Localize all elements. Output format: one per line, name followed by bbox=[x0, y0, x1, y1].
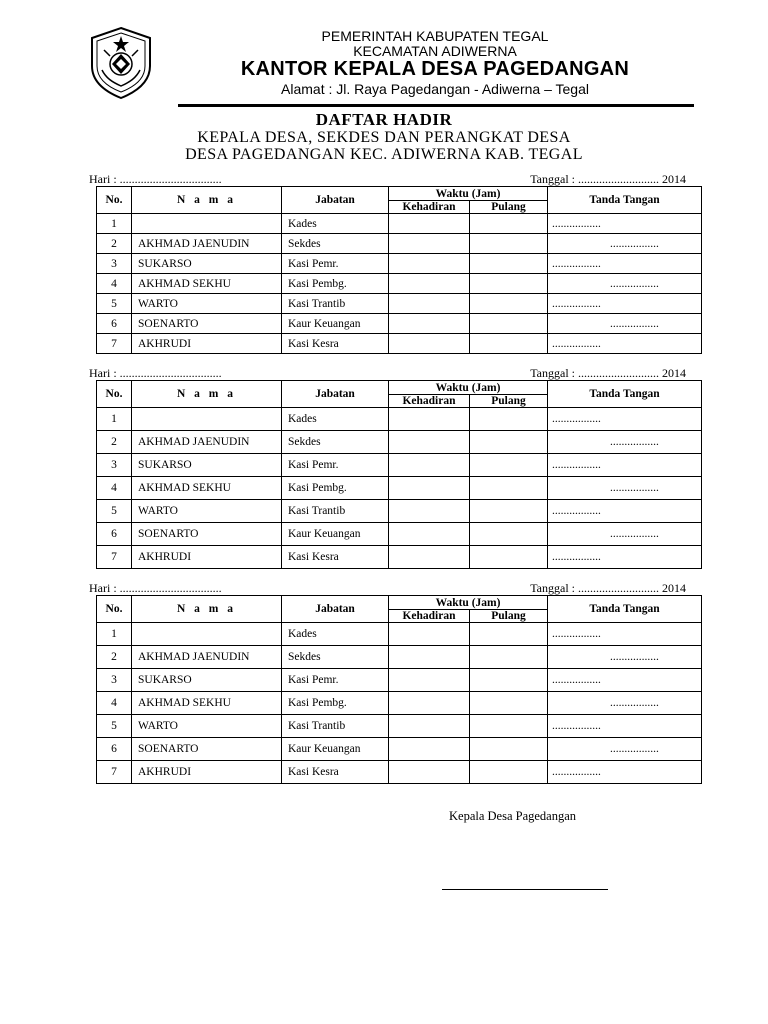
table-row bbox=[97, 431, 702, 454]
tanggal-field: Tanggal : ........................... 2014 bbox=[530, 172, 686, 186]
row-no: 3 bbox=[97, 254, 132, 274]
row-nama bbox=[132, 623, 282, 646]
row-jabatan: Kaur Keuangan bbox=[282, 314, 389, 334]
header-waktu: Waktu (Jam) bbox=[389, 187, 548, 201]
row-signature: ................. bbox=[548, 523, 702, 546]
table-row bbox=[97, 761, 702, 784]
row-nama: AKHMAD JAENUDIN bbox=[132, 431, 282, 454]
row-signature: ................. bbox=[548, 500, 702, 523]
row-jabatan: Kades bbox=[282, 623, 389, 646]
row-signature: ................. bbox=[548, 431, 702, 454]
header-no: No. bbox=[97, 596, 132, 623]
row-jabatan: Kasi Pembg. bbox=[282, 477, 389, 500]
row-pulang bbox=[470, 314, 548, 334]
row-kehadiran bbox=[389, 234, 470, 254]
table-row bbox=[97, 715, 702, 738]
row-jabatan: Kaur Keuangan bbox=[282, 738, 389, 761]
table-row bbox=[97, 314, 702, 334]
table-row bbox=[97, 454, 702, 477]
row-pulang bbox=[470, 477, 548, 500]
table-row bbox=[97, 408, 702, 431]
row-no: 6 bbox=[97, 738, 132, 761]
row-jabatan: Kasi Kesra bbox=[282, 334, 389, 354]
row-no: 6 bbox=[97, 523, 132, 546]
row-pulang bbox=[470, 623, 548, 646]
row-nama: AKHRUDI bbox=[132, 334, 282, 354]
row-kehadiran bbox=[389, 431, 470, 454]
row-kehadiran bbox=[389, 692, 470, 715]
table-row bbox=[97, 669, 702, 692]
table-row bbox=[97, 477, 702, 500]
row-nama bbox=[132, 214, 282, 234]
row-nama: WARTO bbox=[132, 500, 282, 523]
row-kehadiran bbox=[389, 738, 470, 761]
row-pulang bbox=[470, 254, 548, 274]
row-nama bbox=[132, 408, 282, 431]
attendance-table bbox=[96, 380, 702, 569]
row-jabatan: Kasi Pembg. bbox=[282, 692, 389, 715]
row-kehadiran bbox=[389, 546, 470, 569]
document-subtitle-1: KEPALA DESA, SEKDES DAN PERANGKAT DESA bbox=[197, 129, 571, 146]
row-kehadiran bbox=[389, 646, 470, 669]
header-tanda-tangan: Tanda Tangan bbox=[548, 596, 702, 623]
row-no: 5 bbox=[97, 294, 132, 314]
table-row bbox=[97, 646, 702, 669]
row-no: 7 bbox=[97, 334, 132, 354]
table-row bbox=[97, 294, 702, 314]
row-jabatan: Kasi Kesra bbox=[282, 761, 389, 784]
row-pulang bbox=[470, 646, 548, 669]
row-no: 1 bbox=[97, 408, 132, 431]
meta-row bbox=[89, 366, 701, 381]
meta-row bbox=[89, 172, 701, 187]
row-no: 4 bbox=[97, 692, 132, 715]
row-nama: AKHMAD JAENUDIN bbox=[132, 646, 282, 669]
row-no: 2 bbox=[97, 431, 132, 454]
row-jabatan: Kasi Pemr. bbox=[282, 254, 389, 274]
row-signature: ................. bbox=[548, 314, 702, 334]
row-signature: ................. bbox=[548, 234, 702, 254]
regency-crest-icon bbox=[88, 26, 154, 100]
row-nama: SUKARSO bbox=[132, 669, 282, 692]
row-nama: AKHRUDI bbox=[132, 546, 282, 569]
closing-kepala-desa: Kepala Desa Pagedangan bbox=[449, 809, 577, 823]
row-signature: ................. bbox=[548, 669, 702, 692]
table-row bbox=[97, 274, 702, 294]
attendance-block-1 bbox=[89, 172, 701, 350]
kop-kecamatan: KECAMATAN ADIWERNA bbox=[353, 43, 517, 59]
row-nama: WARTO bbox=[132, 294, 282, 314]
kop-alamat: Alamat : Jl. Raya Pagedangan - Adiwerna – Tegal bbox=[281, 81, 589, 97]
row-pulang bbox=[470, 274, 548, 294]
row-kehadiran bbox=[389, 500, 470, 523]
row-signature: ................. bbox=[548, 214, 702, 234]
kop-kantor: KANTOR KEPALA DESA PAGEDANGAN bbox=[240, 58, 630, 80]
row-pulang bbox=[470, 408, 548, 431]
row-no: 7 bbox=[97, 546, 132, 569]
row-jabatan: Kasi Kesra bbox=[282, 546, 389, 569]
header-kehadiran: Kehadiran bbox=[389, 201, 470, 214]
row-kehadiran bbox=[389, 454, 470, 477]
row-no: 2 bbox=[97, 234, 132, 254]
document-subtitle-2: DESA PAGEDANGAN KEC. ADIWERNA KAB. TEGAL bbox=[185, 146, 583, 163]
row-pulang bbox=[470, 546, 548, 569]
row-signature: ................. bbox=[548, 646, 702, 669]
row-signature: ................. bbox=[548, 623, 702, 646]
row-kehadiran bbox=[389, 408, 470, 431]
row-jabatan: Kades bbox=[282, 408, 389, 431]
row-pulang bbox=[470, 334, 548, 354]
header-nama: N a m a bbox=[132, 381, 282, 408]
row-jabatan: Kades bbox=[282, 214, 389, 234]
row-kehadiran bbox=[389, 254, 470, 274]
row-no: 5 bbox=[97, 500, 132, 523]
row-nama: SUKARSO bbox=[132, 454, 282, 477]
header-pulang: Pulang bbox=[470, 201, 548, 214]
row-nama: SOENARTO bbox=[132, 523, 282, 546]
header-no: No. bbox=[97, 187, 132, 214]
row-no: 3 bbox=[97, 454, 132, 477]
row-kehadiran bbox=[389, 669, 470, 692]
row-nama: AKHMAD JAENUDIN bbox=[132, 234, 282, 254]
attendance-table bbox=[96, 186, 702, 354]
row-signature: ................. bbox=[548, 715, 702, 738]
hari-field: Hari : .................................. bbox=[89, 366, 222, 380]
row-kehadiran bbox=[389, 274, 470, 294]
kop-pemerintah: PEMERINTAH KABUPATEN TEGAL bbox=[321, 28, 549, 44]
row-pulang bbox=[470, 234, 548, 254]
tanggal-field: Tanggal : ........................... 2014 bbox=[530, 366, 686, 380]
row-kehadiran bbox=[389, 477, 470, 500]
row-nama: SOENARTO bbox=[132, 314, 282, 334]
row-no: 4 bbox=[97, 477, 132, 500]
row-signature: ................. bbox=[548, 454, 702, 477]
row-pulang bbox=[470, 761, 548, 784]
row-pulang bbox=[470, 500, 548, 523]
attendance-block-3 bbox=[89, 581, 701, 778]
table-row bbox=[97, 523, 702, 546]
table-row bbox=[97, 623, 702, 646]
row-signature: ................. bbox=[548, 692, 702, 715]
row-nama: AKHMAD SEKHU bbox=[132, 274, 282, 294]
table-row bbox=[97, 546, 702, 569]
row-nama: AKHRUDI bbox=[132, 761, 282, 784]
row-signature: ................. bbox=[548, 738, 702, 761]
header-nama: N a m a bbox=[132, 187, 282, 214]
row-jabatan: Sekdes bbox=[282, 431, 389, 454]
row-no: 3 bbox=[97, 669, 132, 692]
table-row bbox=[97, 214, 702, 234]
table-row bbox=[97, 738, 702, 761]
document-title: DAFTAR HADIR bbox=[315, 110, 453, 129]
header-jabatan: Jabatan bbox=[282, 596, 389, 623]
header-jabatan: Jabatan bbox=[282, 187, 389, 214]
row-signature: ................. bbox=[548, 477, 702, 500]
table-row bbox=[97, 692, 702, 715]
row-signature: ................. bbox=[548, 546, 702, 569]
header-tanda-tangan: Tanda Tangan bbox=[548, 381, 702, 408]
row-pulang bbox=[470, 738, 548, 761]
row-nama: AKHMAD SEKHU bbox=[132, 477, 282, 500]
letterhead-divider bbox=[178, 104, 694, 107]
row-no: 4 bbox=[97, 274, 132, 294]
row-pulang bbox=[470, 715, 548, 738]
row-kehadiran bbox=[389, 523, 470, 546]
row-no: 6 bbox=[97, 314, 132, 334]
row-jabatan: Kasi Pembg. bbox=[282, 274, 389, 294]
row-no: 7 bbox=[97, 761, 132, 784]
meta-row bbox=[89, 581, 701, 596]
row-no: 1 bbox=[97, 623, 132, 646]
row-pulang bbox=[470, 294, 548, 314]
row-jabatan: Kasi Trantib bbox=[282, 500, 389, 523]
row-signature: ................. bbox=[548, 274, 702, 294]
row-pulang bbox=[470, 431, 548, 454]
row-signature: ................. bbox=[548, 334, 702, 354]
attendance-block-2 bbox=[89, 366, 701, 563]
row-signature: ................. bbox=[548, 254, 702, 274]
header-pulang: Pulang bbox=[470, 610, 548, 623]
header-kehadiran: Kehadiran bbox=[389, 610, 470, 623]
signature-line bbox=[442, 889, 608, 890]
row-pulang bbox=[470, 214, 548, 234]
row-jabatan: Kaur Keuangan bbox=[282, 523, 389, 546]
row-no: 2 bbox=[97, 646, 132, 669]
row-signature: ................. bbox=[548, 408, 702, 431]
row-nama: AKHMAD SEKHU bbox=[132, 692, 282, 715]
header-waktu: Waktu (Jam) bbox=[389, 381, 548, 395]
header-pulang: Pulang bbox=[470, 395, 548, 408]
header-waktu: Waktu (Jam) bbox=[389, 596, 548, 610]
header-kehadiran: Kehadiran bbox=[389, 395, 470, 408]
header-jabatan: Jabatan bbox=[282, 381, 389, 408]
header-nama: N a m a bbox=[132, 596, 282, 623]
row-jabatan: Kasi Trantib bbox=[282, 715, 389, 738]
row-pulang bbox=[470, 523, 548, 546]
table-row bbox=[97, 234, 702, 254]
row-jabatan: Kasi Pemr. bbox=[282, 669, 389, 692]
row-jabatan: Kasi Pemr. bbox=[282, 454, 389, 477]
tanggal-field: Tanggal : ........................... 2014 bbox=[530, 581, 686, 595]
hari-field: Hari : .................................. bbox=[89, 172, 222, 186]
row-pulang bbox=[470, 454, 548, 477]
table-row bbox=[97, 334, 702, 354]
row-nama: SOENARTO bbox=[132, 738, 282, 761]
row-pulang bbox=[470, 669, 548, 692]
row-kehadiran bbox=[389, 623, 470, 646]
row-kehadiran bbox=[389, 314, 470, 334]
row-pulang bbox=[470, 692, 548, 715]
row-jabatan: Sekdes bbox=[282, 646, 389, 669]
attendance-table bbox=[96, 595, 702, 784]
row-no: 1 bbox=[97, 214, 132, 234]
row-nama: WARTO bbox=[132, 715, 282, 738]
header-no: No. bbox=[97, 381, 132, 408]
row-nama: SUKARSO bbox=[132, 254, 282, 274]
table-row bbox=[97, 500, 702, 523]
row-kehadiran bbox=[389, 334, 470, 354]
row-signature: ................. bbox=[548, 761, 702, 784]
row-signature: ................. bbox=[548, 294, 702, 314]
row-kehadiran bbox=[389, 715, 470, 738]
row-kehadiran bbox=[389, 214, 470, 234]
row-kehadiran bbox=[389, 761, 470, 784]
row-no: 5 bbox=[97, 715, 132, 738]
hari-field: Hari : .................................. bbox=[89, 581, 222, 595]
row-jabatan: Sekdes bbox=[282, 234, 389, 254]
row-jabatan: Kasi Trantib bbox=[282, 294, 389, 314]
header-tanda-tangan: Tanda Tangan bbox=[548, 187, 702, 214]
row-kehadiran bbox=[389, 294, 470, 314]
table-row bbox=[97, 254, 702, 274]
